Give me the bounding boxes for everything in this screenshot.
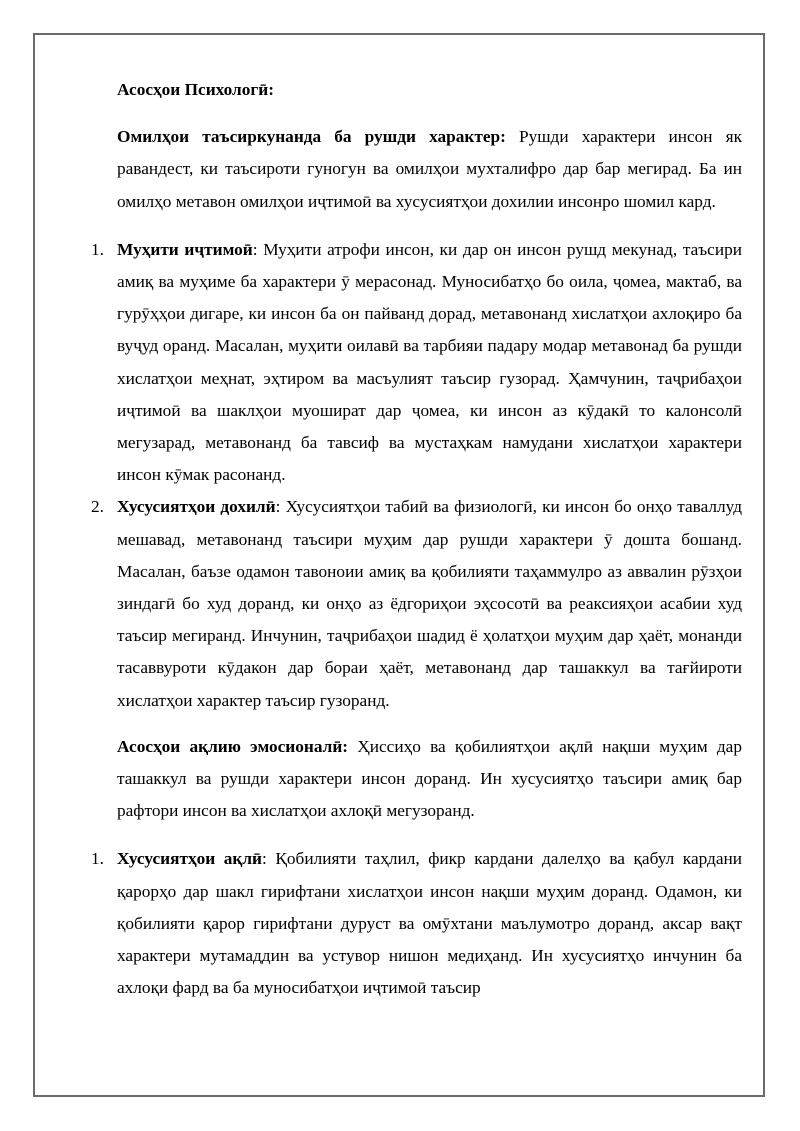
list-item (91, 234, 742, 492)
list-number: 1. (91, 849, 104, 869)
document-title: Асосҳои Психологӣ: (117, 80, 274, 99)
list-item-text: : Муҳити атрофи инсон, ки дар он инсон рушд мекунад, таъсири амиқ ва муҳиме ба характери ӯ мерасонад. Муносибатҳо бо оила, ҷомеа, мактаб, ва гурӯҳҳои дигаре, ки инсон ба он пайванд дорад, метавонанд хислатҳои ахлоқиро ба вуҷуд оранд. Масалан, муҳити оилавӣ ва тарбияи падару модар метавонад ба рушди хислатҳои меҳнат, эҳтиром ва масъулият таъсир гузорад. Ҳамчунин, таҷрибаҳои иҷтимоӣ ва шаклҳои муошират дар ҷомеа, ки инсон аз кӯдакӣ то калонсолӣ мегузарад, метавонанд ба тавсиф ва мустаҳкам намудани хислатҳои характери инсон кӯмак расонанд. (117, 239, 742, 485)
intro-paragraph (117, 121, 742, 218)
list-item-text: : Хусусиятҳои табиӣ ва физиологӣ, ки инсон бо онҳо таваллуд мешавад, метавонанд таъсири муҳим дар рушди характери ӯ дошта бошанд. Масалан, баъзе одамон тавоноии амиқ ва қобилияти таҳаммулро аз аввалин рӯзҳои зиндагӣ бо худ доранд, ки онҳо аз ёдгориҳои эҳсосотӣ ва реаксияҳои асабии худ таъсир мегиранд. Инчунин, таҷрибаҳои шадид ё ҳолатҳои муҳим дар ҳаёт, монанди тасаввуроти кӯдакон дар бораи ҳаёт, метавонанд дар ташаккул ва тағйироти хислатҳои характер таъсир гузоранд. (117, 497, 742, 710)
section2-term: Асосҳои ақлию эмосионалӣ: (117, 736, 349, 756)
list-item-term: Хусусиятҳои дохилӣ (117, 497, 276, 517)
intro-term: Омилҳои таъсиркунанда ба рушди характер: (117, 127, 506, 147)
list-item-text: : Қобилияти таҳлил, фикр кардани далелҳо ва қабул кардани қарорҳо дар шакл гирифтани хислатҳои инсон нақши муҳим доранд. Одамон, ки қобилияти қарор гирифтани дуруст ва омӯхтани маълумотро доранд, аксар вақт характери мутамаддин ва устувор нишон медиҳанд. Ин хусусиятҳо инчунин ба ахлоқи фард ва ба муносибатҳои иҷтимоӣ таъсир (117, 849, 742, 998)
list-number: 1. (91, 239, 104, 259)
list-item-term: Муҳити иҷтимоӣ (117, 239, 253, 259)
list-item-term: Хусусиятҳои ақлӣ (117, 849, 262, 869)
intellect-list (91, 843, 742, 1004)
list-number: 2. (91, 497, 104, 517)
list-item (91, 491, 742, 716)
list-item (91, 843, 742, 1004)
document-body (91, 74, 742, 1004)
factors-list (91, 234, 742, 717)
section2-paragraph (117, 731, 742, 828)
section2-text: Ҳиссиҳо ва қобилиятҳои ақлӣ нақши муҳим дар ташаккул ва рушди характери инсон доранд. Ин хусусиятҳо таъсири амиқ бар рафтори инсон ва хислатҳои ахлоқӣ мегузоранд. (117, 736, 742, 821)
intro-text: Рушди характери инсон як равандест, ки таъсироти гуногун ва омилҳои мухталифро дар бар мегирад. Ба ин омилҳо метавон омилҳои иҷтимоӣ ва хусусиятҳои дохилии инсонро шомил кард. (117, 127, 742, 211)
